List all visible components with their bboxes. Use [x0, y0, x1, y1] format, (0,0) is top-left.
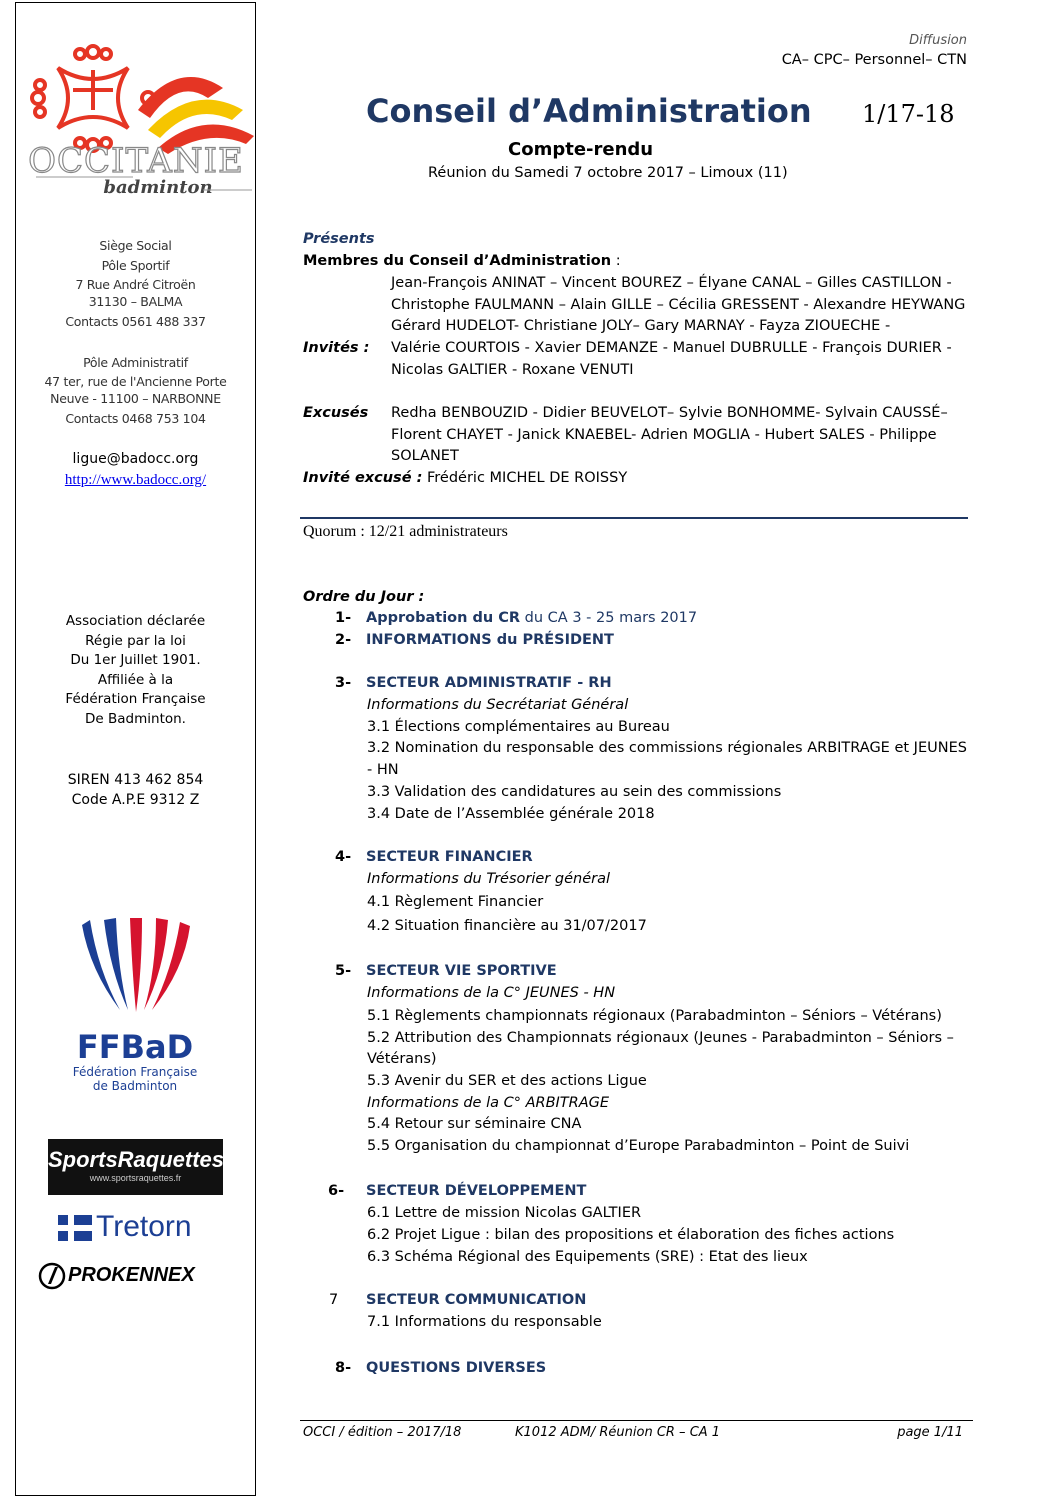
- tretorn-logo: [58, 1210, 218, 1246]
- association-block: [15, 612, 256, 729]
- siege-line: Contacts 0561 488 337: [65, 314, 206, 329]
- meeting-number: 1/17-18: [862, 100, 955, 128]
- ffbad-name: FFBaD: [76, 1028, 194, 1066]
- section-4-info: Informations du Trésorier général: [367, 871, 610, 887]
- agenda-item: 5.5 Organisation du championnat d’Europe Parabadminton – Point de Suivi: [367, 1138, 910, 1154]
- admin-line: 47 ter, rue de l'Ancienne Porte: [44, 374, 227, 389]
- section-number: 6-: [328, 1183, 345, 1199]
- section-3-title: SECTEUR ADMINISTRATIF - RH: [366, 675, 612, 691]
- siren: SIREN 413 462 854: [67, 772, 204, 788]
- logo-word: OCCITANIE: [28, 141, 244, 181]
- siege-line: Pôle Sportif: [101, 258, 170, 273]
- swedish-flag-icon: [58, 1215, 92, 1241]
- excuses-line: Redha BENBOUZID - Didier BEUVELOT– Sylvie BONHOMME- Sylvain CAUSSÉ–: [391, 405, 948, 421]
- members-line: Gérard HUDELOT- Christiane JOLY– Gary MARNAY - Fayza ZIOUECHE -: [391, 318, 891, 334]
- agenda-item: 5.1 Règlements championnats régionaux (Parabadminton – Séniors – Vétérans): [367, 1008, 942, 1024]
- section-1-rest: du CA 3 - 25 mars 2017: [520, 610, 698, 626]
- agenda-item: Vétérans): [367, 1051, 437, 1067]
- agenda-item: 4.2 Situation financière au 31/07/2017: [367, 918, 647, 934]
- invites-line: Valérie COURTOIS - Xavier DEMANZE - Manuel DUBRULLE - François DURIER -: [391, 340, 952, 356]
- excuses-label: Excusés: [303, 405, 369, 421]
- section-1-title: Approbation du CR: [366, 610, 521, 626]
- section-3-info: Informations du Secrétariat Général: [367, 697, 629, 713]
- meeting-info: Réunion du Samedi 7 octobre 2017 – Limoux (11): [428, 165, 788, 181]
- sidebar-email[interactable]: ligue@badocc.org: [72, 451, 199, 467]
- assoc-line: Association déclarée: [65, 613, 206, 629]
- quorum-divider: [300, 517, 968, 519]
- admin-block: [15, 353, 256, 429]
- members-colon: :: [611, 253, 621, 269]
- occitanie-logo: [18, 40, 254, 195]
- assoc-line: Fédération Française: [65, 691, 206, 707]
- members-label: Membres du Conseil d’Administration: [303, 253, 612, 269]
- invite-excuse-name: Frédéric MICHEL DE ROISSY: [427, 470, 628, 486]
- section-5-title: SECTEUR VIE SPORTIVE: [366, 963, 557, 979]
- section-8-title: QUESTIONS DIVERSES: [366, 1360, 547, 1376]
- ffbad-logo: [60, 910, 210, 1095]
- invite-excuse-label: Invité excusé :: [303, 470, 423, 486]
- diffusion-label: Diffusion: [909, 33, 967, 48]
- members-line: Christophe FAULMANN – Alain GILLE – Cécilia GRESSENT - Alexandre HEYWANG: [391, 297, 966, 313]
- members-heading: [303, 253, 621, 269]
- section-5-info: Informations de la C° JEUNES - HN: [367, 985, 616, 1001]
- members-line: Jean-François ANINAT – Vincent BOUREZ – Élyane CANAL – Gilles CASTILLON -: [391, 275, 952, 291]
- prokennex-logo: [38, 1262, 238, 1292]
- agenda-item: 5.2 Attribution des Championnats régionaux (Jeunes - Parabadminton – Séniors –: [367, 1030, 954, 1046]
- section-number: 2-: [335, 632, 352, 648]
- section-4-title: SECTEUR FINANCIER: [366, 849, 533, 865]
- invites-line: Nicolas GALTIER - Roxane VENUTI: [391, 362, 634, 378]
- section-number: 5-: [335, 963, 352, 979]
- assoc-line: Du 1er Juillet 1901.: [70, 652, 201, 668]
- ape-code: Code A.P.E 9312 Z: [71, 792, 200, 808]
- admin-line: Contacts 0468 753 104: [65, 411, 206, 426]
- agenda-label: Ordre du Jour :: [303, 589, 425, 605]
- agenda-item: 3.4 Date de l’Assemblée générale 2018: [367, 806, 655, 822]
- siege-line: 7 Rue André Citroën: [75, 277, 196, 292]
- section-number: 4-: [335, 849, 352, 865]
- section-1: [366, 610, 697, 626]
- agenda-item: 6.1 Lettre de mission Nicolas GALTIER: [367, 1205, 642, 1221]
- agenda-item: - HN: [367, 762, 399, 778]
- agenda-item: 6.3 Schéma Régional des Equipements (SRE) : Etat des lieux: [367, 1249, 808, 1265]
- agenda-item: 7.1 Informations du responsable: [367, 1314, 602, 1330]
- sportsraquettes-logo: [48, 1139, 223, 1195]
- section-6-title: SECTEUR DÉVELOPPEMENT: [366, 1183, 587, 1199]
- section-number: 1-: [335, 610, 352, 626]
- sidebar-website-link[interactable]: http://www.badocc.org/: [64, 472, 207, 488]
- quorum: Quorum : 12/21 administrateurs: [303, 523, 508, 540]
- page-subtitle: Compte-rendu: [508, 139, 654, 160]
- admin-line: Neuve - 11100 – NARBONNE: [50, 391, 221, 406]
- agenda-item: 5.4 Retour sur séminaire CNA: [367, 1116, 582, 1132]
- footer-page-number: page 1/11: [897, 1425, 963, 1440]
- ffbad-full-1: Fédération Française: [72, 1065, 198, 1079]
- admin-line: Pôle Administratif: [83, 355, 188, 370]
- section-7-title: SECTEUR COMMUNICATION: [366, 1292, 587, 1308]
- sponsor1-url: www.sportsraquettes.fr: [89, 1173, 182, 1183]
- section-number: 7: [329, 1292, 339, 1308]
- excuses-line: SOLANET: [391, 448, 459, 464]
- agenda-item: 3.1 Élections complémentaires au Bureau: [367, 719, 670, 735]
- sponsor2-name: Tretorn: [96, 1210, 192, 1243]
- agenda-item: 5.3 Avenir du SER et des actions Ligue: [367, 1073, 647, 1089]
- siege-block: [15, 236, 256, 332]
- invites-label: Invités :: [303, 340, 370, 356]
- page-title: Conseil d’Administration: [366, 92, 812, 130]
- siege-line: Siège Social: [99, 238, 172, 253]
- section-5-info: Informations de la C° ARBITRAGE: [367, 1095, 610, 1111]
- presents-label: Présents: [303, 231, 375, 247]
- diffusion-list: CA– CPC– Personnel– CTN: [781, 52, 967, 68]
- assoc-line: Affiliée à la: [97, 671, 174, 688]
- agenda-item: 3.2 Nomination du responsable des commissions régionales ARBITRAGE et JEUNES: [367, 740, 967, 756]
- footer-divider: [300, 1420, 973, 1421]
- sponsor3-name: PROKENNEX: [68, 1264, 195, 1286]
- agenda-item: 4.1 Règlement Financier: [367, 894, 544, 910]
- footer-left: OCCI / édition – 2017/18: [303, 1425, 462, 1440]
- logo-sub: badminton: [103, 177, 213, 195]
- section-number: 3-: [335, 675, 352, 691]
- prokennex-emblem-icon: [38, 1262, 66, 1290]
- sponsor1-name: SportsRaquettes: [48, 1147, 225, 1172]
- agenda-item: 6.2 Projet Ligue : bilan des propositions et élaboration des fiches actions: [367, 1227, 895, 1243]
- assoc-line: De Badminton.: [85, 710, 186, 727]
- assoc-line: Régie par la loi: [85, 632, 186, 649]
- agenda-item: 3.3 Validation des candidatures au sein des commissions: [367, 784, 782, 800]
- section-2-title: INFORMATIONS du PRÉSIDENT: [366, 632, 614, 648]
- excuses-line: Florent CHAYET - Janick KNAEBEL- Adrien MOGLIA - Hubert SALES - Philippe: [391, 427, 937, 443]
- footer-center: K1012 ADM/ Réunion CR – CA 1: [515, 1425, 721, 1440]
- ffbad-full-2: de Badminton: [92, 1079, 178, 1093]
- section-number: 8-: [335, 1360, 352, 1376]
- siege-line: 31130 – BALMA: [88, 294, 183, 309]
